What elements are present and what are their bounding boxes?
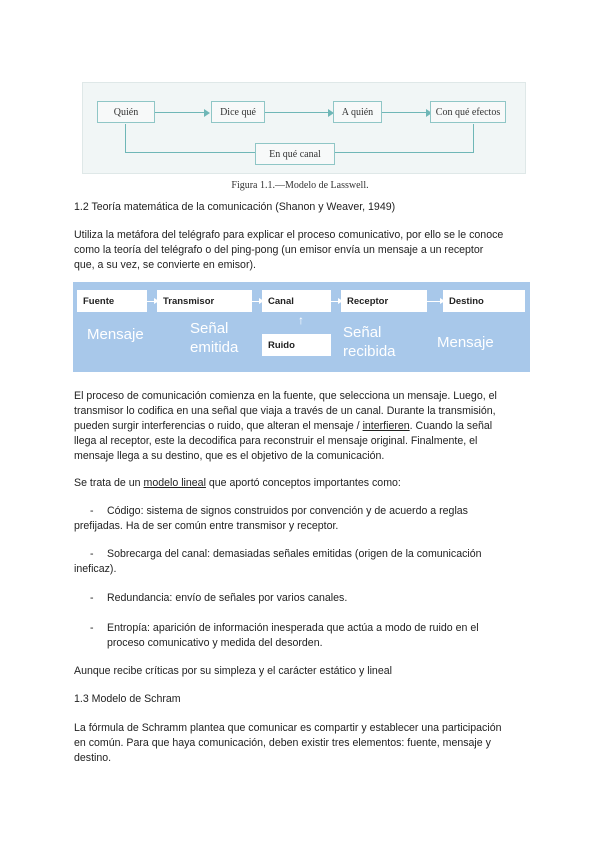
connector bbox=[473, 124, 474, 153]
box-ruido: Ruido bbox=[262, 334, 331, 356]
bullet-dash: - bbox=[90, 592, 94, 604]
connector bbox=[380, 112, 430, 113]
arrow-icon bbox=[331, 301, 341, 302]
label-mensaje: Mensaje bbox=[87, 326, 144, 343]
paragraph-line: Aunque recibe críticas por su simpleza y el carácter estático y lineal bbox=[74, 665, 392, 677]
bullet-text: Sobrecarga del canal: demasiadas señales emitidas (origen de la comunicación bbox=[107, 548, 482, 560]
node-quien: Quién bbox=[97, 101, 155, 123]
arrow-icon bbox=[427, 301, 443, 302]
label-senal-emitida: Señal bbox=[190, 320, 229, 337]
paragraph-line: como la teoría del telégrafo o del ping-pong (un emisor envía un mensaje a un receptor bbox=[74, 244, 484, 256]
link-modelo-lineal[interactable]: modelo lineal bbox=[143, 477, 206, 489]
box-destino: Destino bbox=[443, 290, 525, 312]
bullet-text: proceso comunicativo y medida del desorden. bbox=[107, 637, 323, 649]
paragraph-line: transmisor lo codifica en una señal que viaja a través de un canal. Durante la transmisión, bbox=[74, 405, 496, 417]
arrow-icon bbox=[147, 301, 157, 302]
paragraph-line: El proceso de comunicación comienza en la fuente, que selecciona un mensaje. Luego, el bbox=[74, 390, 497, 402]
node-con-que-efectos: Con qué efectos bbox=[430, 101, 506, 123]
connector bbox=[125, 124, 126, 152]
paragraph-line: que, a su vez, se convierte en emisor). bbox=[74, 259, 256, 271]
text: pueden surgir interferencias o ruido, que alteran el mensaje / bbox=[74, 420, 363, 432]
label-senal-recibida: recibida bbox=[343, 343, 396, 360]
bullet-dash: - bbox=[90, 622, 94, 634]
label-mensaje: Mensaje bbox=[437, 334, 494, 351]
box-canal: Canal bbox=[262, 290, 331, 312]
label-senal-emitida: emitida bbox=[190, 339, 239, 356]
connector bbox=[153, 112, 207, 113]
paragraph-line bbox=[74, 476, 401, 491]
text: Se trata de un bbox=[74, 477, 144, 489]
node-en-que-canal: En qué canal bbox=[255, 143, 335, 165]
paragraph-line: en común. Para que haya comunicación, deben existir tres elementos: fuente, mensaje y bbox=[74, 737, 491, 749]
paragraph-line: Utiliza la metáfora del telégrafo para explicar el proceso comunicativo, por ello se le conoce bbox=[74, 229, 504, 241]
bullet-dash: - bbox=[90, 548, 94, 560]
arrow-icon bbox=[252, 301, 262, 302]
paragraph-line: destino. bbox=[74, 752, 112, 764]
node-a-quien: A quién bbox=[333, 101, 382, 123]
paragraph-line: mensaje llega a su destino, que es el objetivo de la comunicación. bbox=[74, 450, 385, 462]
text: que aportó conceptos importantes como: bbox=[205, 477, 401, 489]
section-heading-1-2: 1.2 Teoría matemática de la comunicación (Shanon y Weaver, 1949) bbox=[74, 201, 396, 213]
label-senal-recibida: Señal bbox=[343, 324, 382, 341]
connector bbox=[263, 112, 331, 113]
figure-caption: Figura 1.1.—Modelo de Lasswell. bbox=[231, 180, 369, 191]
bullet-text: ineficaz). bbox=[74, 563, 117, 575]
up-arrow-icon: ↑ bbox=[298, 313, 304, 327]
connector bbox=[125, 152, 255, 153]
bullet-dash: - bbox=[90, 505, 94, 517]
box-transmisor: Transmisor bbox=[157, 290, 252, 312]
lasswell-figure bbox=[82, 82, 526, 174]
node-dice-que: Dice qué bbox=[211, 101, 265, 123]
section-heading-1-3: 1.3 Modelo de Schram bbox=[74, 693, 181, 705]
paragraph-line: llega al receptor, este la decodifica para reconstruir el mensaje original. Finalmente, el bbox=[74, 435, 478, 447]
paragraph-line: La fórmula de Schramm plantea que comunicar es compartir y establecer una participación bbox=[74, 722, 502, 734]
link-interfieren[interactable]: interfieren bbox=[362, 420, 410, 432]
bullet-text: Redundancia: envío de señales por varios canales. bbox=[107, 592, 348, 604]
shannon-diagram bbox=[73, 282, 530, 372]
box-fuente: Fuente bbox=[77, 290, 147, 312]
arrow-icon bbox=[204, 109, 210, 117]
text: . Cuando la señal bbox=[409, 420, 493, 432]
bullet-text: Entropía: aparición de información inesperada que actúa a modo de ruido en el bbox=[107, 622, 479, 634]
connector bbox=[333, 152, 473, 153]
box-receptor: Receptor bbox=[341, 290, 427, 312]
bullet-text: prefijadas. Ha de ser común entre transmisor y receptor. bbox=[74, 520, 339, 532]
paragraph-line bbox=[74, 419, 492, 434]
bullet-text: Código: sistema de signos construidos por convención y de acuerdo a reglas bbox=[107, 505, 468, 517]
